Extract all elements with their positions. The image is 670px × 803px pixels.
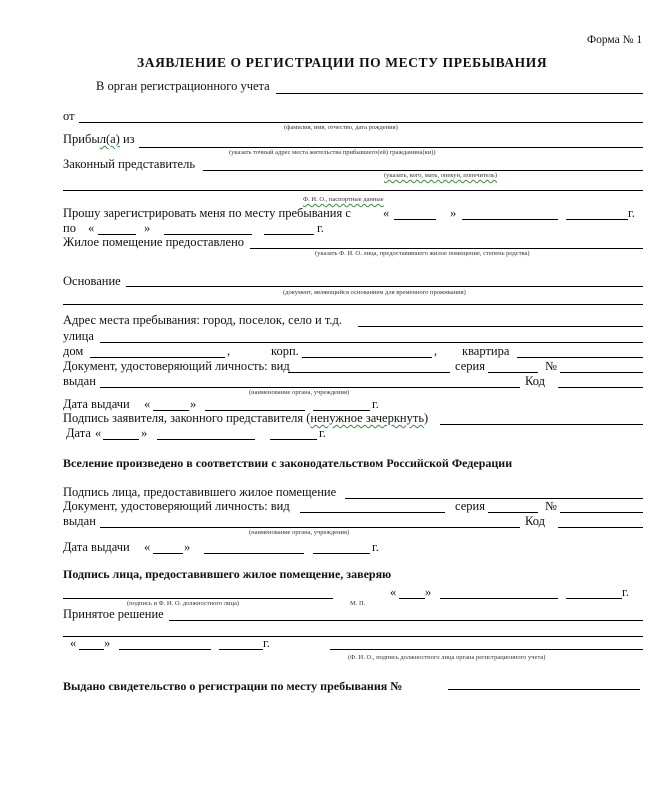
housing-provided-label: Жилое помещение предоставлено (63, 235, 245, 249)
decision-date-open-quote: « (70, 636, 77, 650)
provider-code-label: Код (525, 514, 545, 528)
decision-label: Принятое решение (63, 607, 164, 621)
provider-issue-date-label: Дата выдачи (63, 540, 130, 554)
doc-number-field[interactable] (560, 372, 643, 373)
building-comma: , (434, 344, 438, 358)
request-label: Прошу зарегистрировать меня по месту пребывания с (63, 206, 351, 220)
issue-date-open-quote: « (144, 397, 151, 411)
from-day-field[interactable] (394, 219, 436, 220)
from-date-open-quote: « (383, 206, 390, 220)
provider-issue-month-field[interactable] (204, 553, 304, 554)
from-date-close-quote: » (450, 206, 457, 220)
provider-issue-close-quote: » (184, 540, 191, 554)
provider-issued-by-field[interactable] (100, 527, 520, 528)
sign-year-label: г. (319, 426, 326, 440)
decision-month-field[interactable] (119, 649, 211, 650)
hint-official-sign: (подпись и Ф. И. О. должностного лица) (127, 600, 240, 607)
sign-day-field[interactable] (103, 439, 139, 440)
legal-rep-field-2[interactable] (63, 190, 643, 191)
sign-year-field[interactable] (270, 439, 317, 440)
applicant-name-field[interactable] (79, 122, 643, 123)
certify-statement: Подпись лица, предоставившего жилое помещение, заверяю (63, 567, 392, 581)
from-year-label: г. (628, 206, 635, 220)
issue-date-label: Дата выдачи (63, 397, 130, 411)
issued-by-field[interactable] (100, 387, 520, 388)
issued-by-label: выдан (63, 374, 96, 388)
sign-month-field[interactable] (157, 439, 255, 440)
organ-field[interactable] (276, 93, 643, 94)
arrived-from-field[interactable] (139, 147, 643, 148)
provider-id-doc-label: Документ, удостоверяющий личность: вид (63, 499, 290, 513)
organ-label: В орган регистрационного учета (96, 79, 270, 93)
basis-label: Основание (63, 274, 121, 288)
street-field[interactable] (100, 342, 643, 343)
stay-address-label: Адрес места пребывания: город, поселок, село и т.д. (63, 313, 342, 327)
provider-issue-year-label: г. (372, 540, 379, 554)
reg-official-field[interactable] (330, 649, 643, 650)
stamp-label: М. П. (350, 600, 366, 607)
certify-month-field[interactable] (440, 598, 558, 599)
signature-provider-label: Подпись лица, предоставившего жилое помещение (63, 485, 337, 499)
to-date-close-quote: » (144, 221, 151, 235)
house-comma: , (227, 344, 231, 358)
issue-year-label: г. (372, 397, 379, 411)
hint-reg-official: (Ф. И. О., подпись должностного лица органа регистрационного учета) (348, 654, 546, 661)
page-title: ЗАЯВЛЕНИЕ О РЕГИСТРАЦИИ ПО МЕСТУ ПРЕБЫВАНИЯ (137, 55, 548, 70)
signature-provider-field[interactable] (345, 498, 643, 499)
hint-specify-who: (указать, кого, мать, опекун, попечитель) (384, 172, 498, 179)
basis-field[interactable] (126, 286, 643, 287)
provider-hint-authority: (наименование органа, учреждения) (249, 529, 350, 536)
apartment-field[interactable] (517, 357, 643, 358)
provider-id-doc-type-field[interactable] (300, 512, 445, 513)
provider-issued-by-label: выдан (63, 514, 96, 528)
certify-date-open-quote: « (390, 585, 397, 599)
official-signature-field[interactable] (63, 598, 333, 599)
from-label: от (63, 109, 75, 123)
sign-date-close-quote: » (141, 426, 148, 440)
housing-provided-field[interactable] (250, 248, 643, 249)
sign-date-open-quote: « (95, 426, 102, 440)
hint-fio-passport: Ф. И. О., паспортные данные (303, 196, 384, 203)
stay-address-field[interactable] (358, 326, 643, 327)
provider-series-label: серия (455, 499, 485, 513)
basis-field-2[interactable] (63, 304, 643, 305)
signature-applicant-field[interactable] (440, 424, 643, 425)
provider-doc-number-field[interactable] (560, 512, 643, 513)
from-year-field[interactable] (566, 219, 628, 220)
certify-date-close-quote: » (425, 585, 432, 599)
to-label: по (63, 221, 76, 235)
house-field[interactable] (90, 357, 225, 358)
legal-rep-field[interactable] (203, 170, 643, 171)
provider-issue-day-field[interactable] (153, 553, 183, 554)
decision-year-field[interactable] (219, 649, 263, 650)
certificate-issued-statement: Выдано свидетельство о регистрации по месту пребывания № (63, 679, 403, 693)
sign-date-label: Дата (66, 426, 91, 440)
from-month-field[interactable] (462, 219, 558, 220)
hint-provider-fio: (указать Ф. И. О. лица, предоставившего жилое помещение, степень родства) (315, 250, 530, 257)
legal-rep-label: Законный представитель (63, 157, 196, 171)
hint-prev-address: (указать точный адрес места жительства прибывшего(ей) гражданина(ки)) (229, 149, 436, 156)
settlement-statement: Вселение произведено в соответствии с законодательством Российской Федерации (63, 456, 513, 470)
id-doc-type-field[interactable] (288, 372, 450, 373)
decision-year-label: г. (263, 636, 270, 650)
series-field[interactable] (488, 372, 538, 373)
number-sign: № (545, 359, 557, 373)
certify-year-field[interactable] (566, 598, 622, 599)
arrived-from-label: Прибыл(а) из (63, 132, 135, 146)
provider-series-field[interactable] (488, 512, 538, 513)
house-label: дом (63, 344, 84, 358)
decision-field[interactable] (169, 620, 643, 621)
series-label: серия (455, 359, 485, 373)
code-field[interactable] (558, 387, 643, 388)
decision-day-field[interactable] (79, 649, 104, 650)
provider-issue-open-quote: « (144, 540, 151, 554)
building-label: корп. (271, 344, 299, 358)
building-field[interactable] (302, 357, 432, 358)
issue-date-close-quote: » (190, 397, 197, 411)
apartment-label: квартира (462, 344, 510, 358)
certificate-number-field[interactable] (448, 689, 640, 690)
to-year-field[interactable] (264, 234, 314, 235)
signature-applicant-label: Подпись заявителя, законного представителя (ненужное зачеркнуть) (63, 411, 429, 425)
certify-day-field[interactable] (399, 598, 425, 599)
decision-date-close-quote: » (104, 636, 111, 650)
provider-issue-year-field[interactable] (313, 553, 370, 554)
form-number: Форма № 1 (587, 34, 643, 46)
certify-year-label: г. (622, 585, 629, 599)
id-doc-label: Документ, удостоверяющий личность: вид (63, 359, 290, 373)
to-year-label: г. (317, 221, 324, 235)
to-date-open-quote: « (88, 221, 95, 235)
provider-code-field[interactable] (558, 527, 643, 528)
hint-authority: (наименование органа, учреждения) (249, 389, 350, 396)
hint-basis-doc: (документ, являющийся основанием для временного проживания) (283, 289, 466, 296)
code-label: Код (525, 374, 545, 388)
decision-field-2[interactable] (63, 636, 643, 637)
provider-number-sign: № (545, 499, 557, 513)
street-label: улица (63, 329, 94, 343)
hint-fio-dob: (фамилия, имя, отчество, дата рождения) (284, 124, 398, 131)
